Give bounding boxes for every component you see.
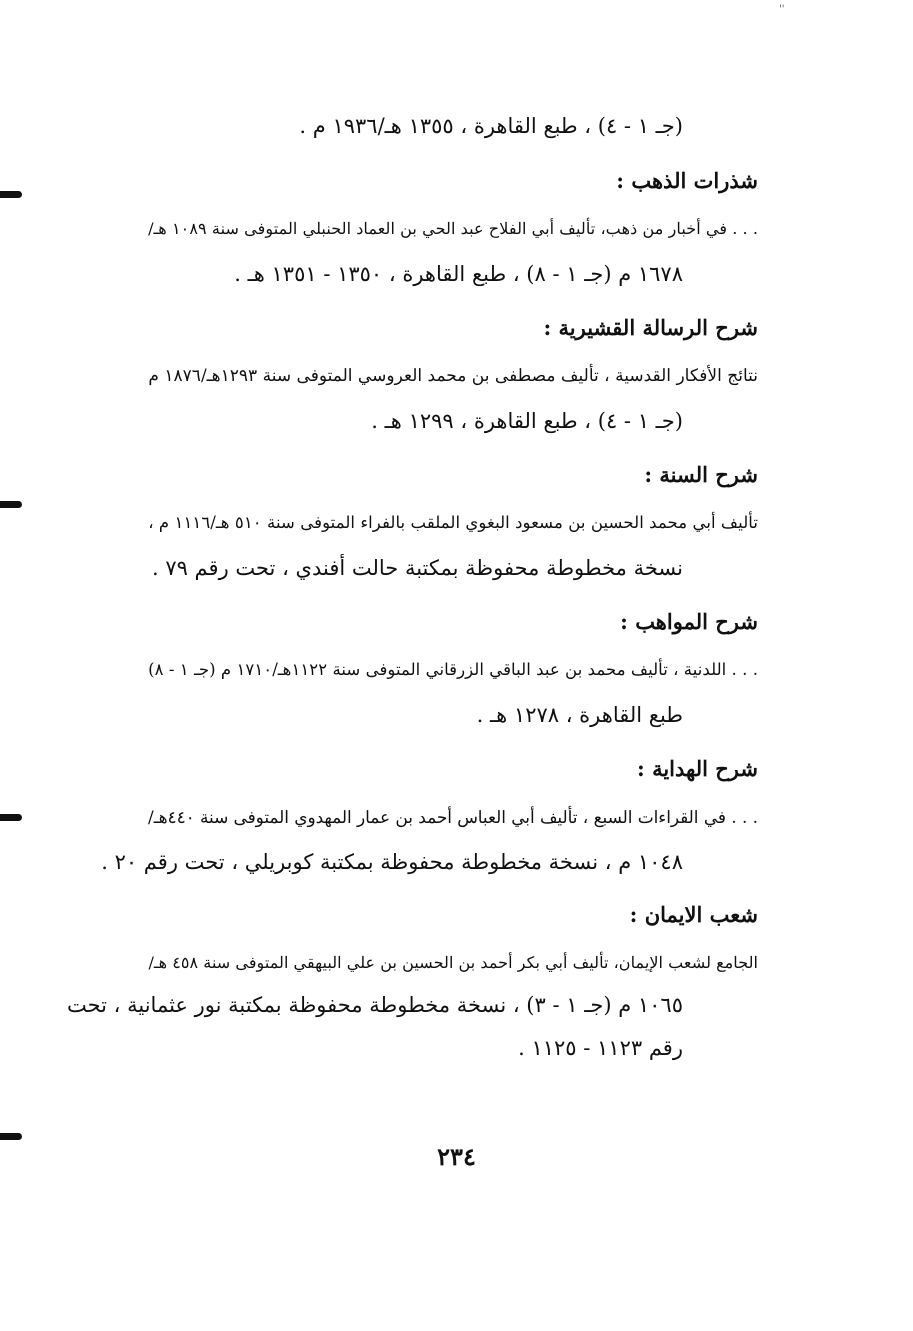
entry-heading: شرح السنة : xyxy=(644,462,758,487)
corner-mark: '' xyxy=(779,4,785,15)
text-line: الجامع لشعب الإيمان، تأليف أبي بكر أحمد بن الحسين بن علي البيهقي المتوفى سنة ٤٥٨ هـ/ xyxy=(148,953,758,972)
entry-heading: شذرات الذهب : xyxy=(616,168,758,193)
page-number: ٢٣٤ xyxy=(437,1142,476,1171)
text-line: رقم ١١٢٣ - ١١٢٥ . xyxy=(518,1036,683,1060)
text-line: . . . اللدنية ، تأليف محمد بن عبد الباقي الزرقاني المتوفى سنة ١١٢٢هـ/١٧١٠ م (جـ ١ - ٨) xyxy=(148,660,758,679)
margin-mark xyxy=(0,814,22,821)
entry-heading: شرح الهداية : xyxy=(637,756,758,781)
margin-mark xyxy=(0,1133,22,1140)
text-line: ١٠٤٨ م ، نسخة مخطوطة محفوظة بمكتبة كوبريلي ، تحت رقم ٢٠ . xyxy=(101,850,683,874)
text-line: طبع القاهرة ، ١٢٧٨ هـ . xyxy=(476,703,683,727)
entry-heading: شرح الرسالة القشيرية : xyxy=(543,315,758,340)
margin-mark xyxy=(0,191,22,198)
text-line: نتائج الأفكار القدسية ، تأليف مصطفى بن محمد العروسي المتوفى سنة ١٢٩٣هـ/١٨٧٦ م xyxy=(148,366,758,386)
text-line: ١٦٧٨ م (جـ ١ - ٨) ، طبع القاهرة ، ١٣٥٠ - ١٣٥١ هـ . xyxy=(234,262,683,286)
entry-heading: شرح المواهب : xyxy=(620,609,758,634)
text-line: نسخة مخطوطة محفوظة بمكتبة حالت أفندي ، تحت رقم ٧٩ . xyxy=(151,556,683,580)
text-line: (جـ ١ - ٤) ، طبع القاهرة ، ١٢٩٩ هـ . xyxy=(371,409,683,433)
margin-mark xyxy=(0,501,22,508)
text-line: . . . في القراءات السبع ، تأليف أبي العباس أحمد بن عمار المهدوي المتوفى سنة ٤٤٠هـ/ xyxy=(148,807,758,827)
text-line: تأليف أبي محمد الحسين بن مسعود البغوي الملقب بالفراء المتوفى سنة ٥١٠ هـ/١١١٦ م ، xyxy=(148,513,758,532)
text-line: . . . في أخبار من ذهب، تأليف أبي الفلاح عبد الحي بن العماد الحنبلي المتوفى سنة ١٠٨٩ هـ/ xyxy=(148,219,758,238)
text-line: (جـ ١ - ٤) ، طبع القاهرة ، ١٣٥٥ هـ/١٩٣٦ م . xyxy=(299,114,683,138)
entry-heading: شعب الايمان : xyxy=(629,902,758,927)
text-line: ١٠٦٥ م (جـ ١ - ٣) ، نسخة مخطوطة محفوظة بمكتبة نور عثمانية ، تحت xyxy=(66,993,683,1017)
